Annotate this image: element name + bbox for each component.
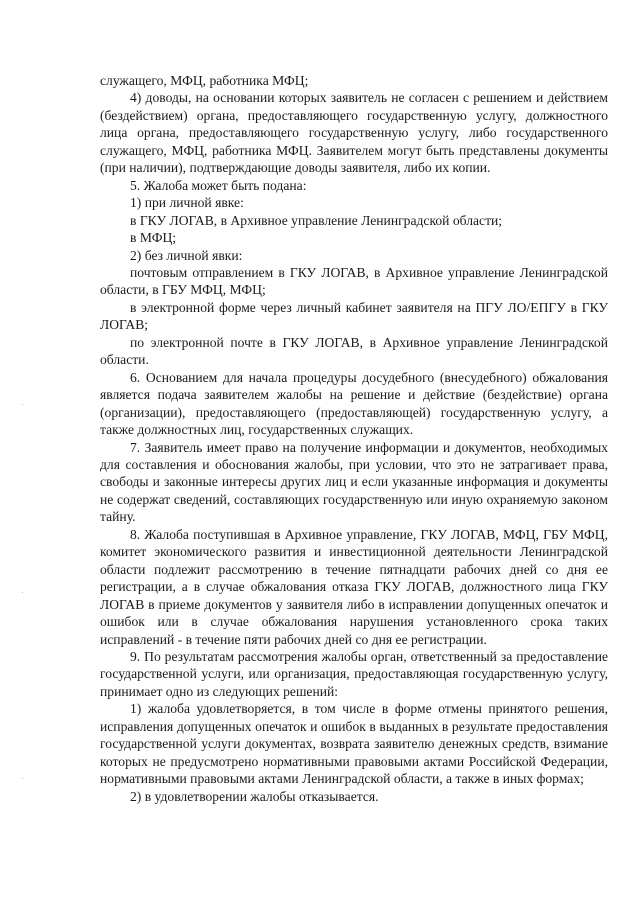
paragraph-decision-2: 2) в удовлетворении жалобы отказывается. [130,788,379,804]
document-page [100,72,608,805]
paragraph-section-5: 5. Жалоба может быть подана: [130,177,307,193]
paragraph-logav-archive: в ГКУ ЛОГАВ, в Архивное управление Ленинградской области; [130,212,503,228]
paragraph-item-remote: 2) без личной явки: [130,247,243,263]
paragraph-mfc: в МФЦ; [130,230,177,246]
paragraph-section-8: 8. Жалоба поступившая в Архивное управление, ГКУ ЛОГАВ, МФЦ, ГБУ МФЦ, комитет экономического развития и инвестиционной деятельности Ленинградской области подлежит рассмотрению в течение пятнадцати рабочих дней со дня ее регистрации, а в случае обжалования отказа ГКУ ЛОГАВ, должностного лица ГКУ ЛОГАВ в приеме документов у заявителя либо в исправлении допущенных опечаток и ошибок или в случае обжалования нарушения установленного срока таких исправлений - в течение пяти рабочих дней со дня ее регистрации. [100,526,608,647]
paragraph-continuation: служащего, МФЦ, работника МФЦ; [100,73,309,88]
paragraph-postal: почтовым отправлением в ГКУ ЛОГАВ, в Архивное управление Ленинградской области, в ГБУ МФЦ, МФЦ; [100,264,608,298]
scan-margin-mark [22,404,23,405]
paragraph-decision-1: 1) жалоба удовлетворяется, в том числе в форме отмены принятого решения, исправления допущенных опечаток и ошибок в выданных в результате предоставления государственной услуги документах, возврата заявителю денежных средств, взимание которых не предусмотрено нормативными правовыми актами Российской Федерации, нормативными правовыми актами Ленинградской области, а также в иных формах; [100,701,608,787]
paragraph-item-4: 4) доводы, на основании которых заявитель не согласен с решением и действием (бездействием) органа, предоставляющего государственную услугу, должностного лица органа, предоставляющего государственную услугу, либо государственного служащего, МФЦ, работника МФЦ. Заявителем могут быть представлены документы (при наличии), подтверждающие доводы заявителя, либо их копии. [100,90,608,176]
paragraph-section-9: 9. По результатам рассмотрения жалобы орган, ответственный за предоставление государственной услуги, или организация, предоставляющая государственную услугу, принимает одно из следующих решений: [100,648,608,699]
paragraph-section-6: 6. Основанием для начала процедуры досудебного (внесудебного) обжалования является подача заявителем жалобы на решение и действие (бездействие) органа (организации), предоставляющего (предоставляющей) государственную услугу, а также должностных лиц, государственных служащих. [100,369,608,438]
paragraph-section-7: 7. Заявитель имеет право на получение информации и документов, необходимых для составления и обоснования жалобы, при условии, что это не затрагивает права, свободы и законные интересы других лиц и если указанные информация и документы не содержат сведений, составляющих государственную или иную охраняемую законом тайну. [100,439,608,525]
paragraph-item-personal: 1) при личной явке: [130,195,244,211]
scan-margin-mark [22,592,23,593]
scan-margin-mark [22,778,23,779]
paragraph-email: по электронной почте в ГКУ ЛОГАВ, в Архивное управление Ленинградской области. [100,334,608,368]
paragraph-electronic: в электронной форме через личный кабинет заявителя на ПГУ ЛО/ЕПГУ в ГКУ ЛОГАВ; [100,299,608,333]
